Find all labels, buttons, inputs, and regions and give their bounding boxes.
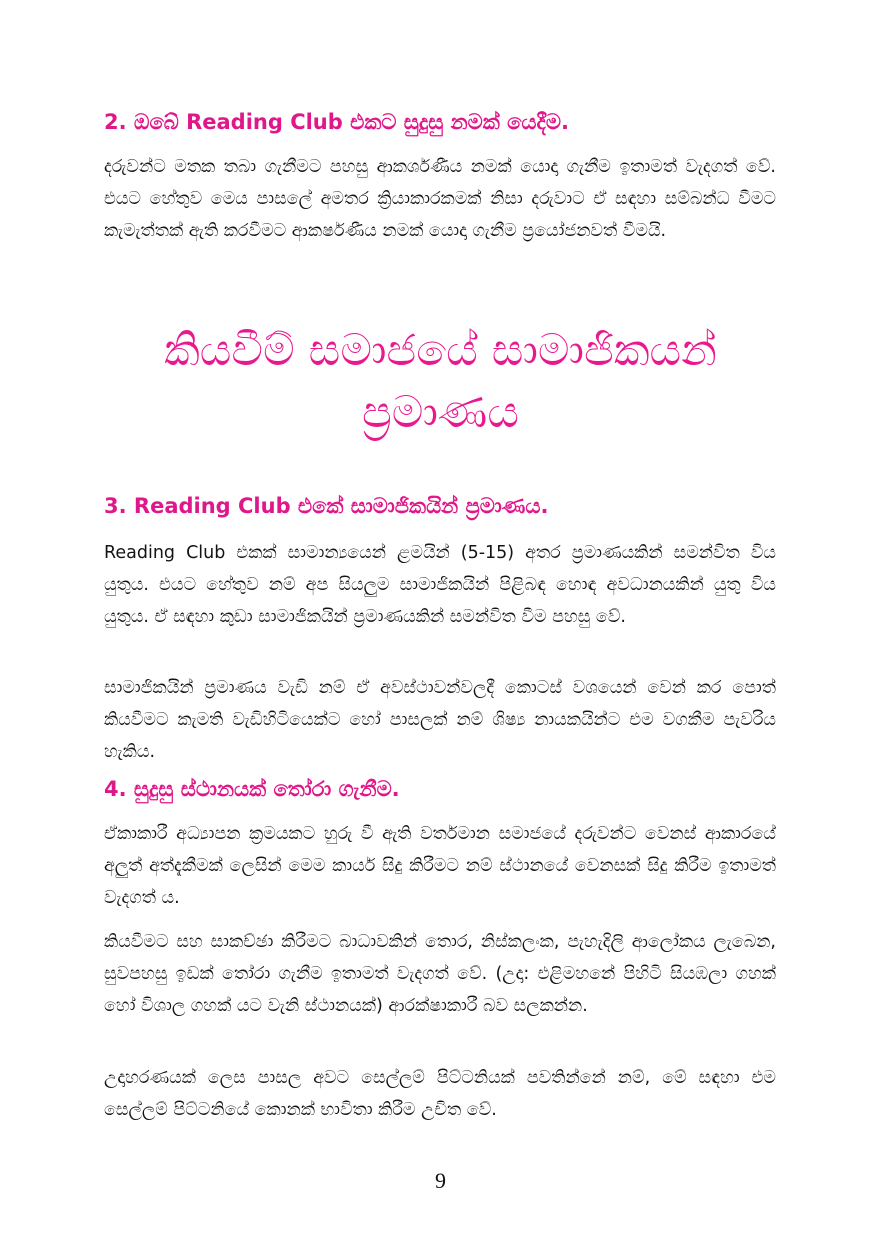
section-3-heading: 3. Reading Club එකේ සාමාජිකයින් ප්‍රමාණය. <box>104 494 549 518</box>
section-2-heading: 2. ඔබේ Reading Club එකට සුදුසු නමක් යෙදීම. <box>104 110 569 134</box>
section-3-paragraph-1: Reading Club එකක් සාමාන්‍යයෙන් ළමයින් (5-15) අතර ප්‍රමාණයකින් සමන්විත විය යුතුය. එයට හේතුව නම් අප සියලුම සාමාජිකයින් පිළිබඳ හොඳ අවධානයකින් යුතු විය යුතුය. ඒ සඳහා කුඩා සාමාජිකයින් ප්‍රමාණයකින් සමන්විත වීම පහසු වේ. <box>104 543 776 627</box>
big-title-line-2: ප්‍රමාණය <box>362 387 519 438</box>
section-4-paragraph-2: කියවීමට සහ සාකච්ඡා කිරීමට බාධාවකින් තොර, නිස්කලංක, පැහැදිලි ආලෝකය ලැබෙන, සුවපහසු ඉඩක් තෝරා ගැනීම ඉතාමත් වැදගත් වේ. (උදා: එළිමහනේ පිහිටි සියඹලා ගහක් හෝ විශාල ගහක් යට වැනි ස්ථානයක්) ආරක්ෂාකාරී බව සලකන්න. <box>104 932 776 1016</box>
section-2-paragraph: දරුවන්ට මතක තබා ගැනීමට පහසු ආකර්ශණීය නමක් යොදා ගැනීම ඉතාමත් වැදගත් වේ. එයට හේතුව මෙය පාසලේ අමතර ක්‍රියාකාරකමක් නිසා දරුවාට ඒ සඳහා සම්බන්ධ වීමට කැමැත්තක් ඇති කරවීමට ආකර්ෂණීය නමක් යොදා ගැනීම ප්‍රයෝජනවත් වීමයි. <box>104 157 776 241</box>
section-4-paragraph-1: ඒකාකාරී අධ්‍යාපන ක්‍රමයකට හුරු වී ඇති වර්තමාන සමාජයේ දරුවන්ට වෙනස් ආකාරයේ අලුත් අත්දැකීමක් ලෙසින් මෙම කාර්ය සිදු කිරීමට නම් ස්ථානයේ වෙනසක් සිදු කිරීම ඉතාමත් වැදගත් ය. <box>104 824 776 908</box>
page-number: 9 <box>435 1168 446 1193</box>
section-3-paragraph-2: සාමාජිකයින් ප්‍රමාණය වැඩි නම් ඒ අවස්ථාවන්වලදී කොටස් වශයෙන් වෙන් කර පොත් කියවීමට කැමති වැඩිහිටියෙක්ට හෝ පාසලක් නම් ශිෂ්‍ය නායකයින්ට එම වගකීම පැවරිය හැකිය. <box>104 678 776 762</box>
section-4-heading: 4. සුදුසු ස්ථානයක් තෝරා ගැනීම. <box>104 777 400 801</box>
section-4-paragraph-3: උදාහරණයක් ලෙස පාසල අවට සෙල්ලම් පිට්ටනියක් පවතින්නේ නම්, මේ සඳහා එම සෙල්ලම් පිට්ටනියේ කොනක් භාවිතා කිරීම උචිත වේ. <box>104 1068 776 1120</box>
big-title-line-1: කියවීම් සමාජයේ සාමාජිකයන් <box>164 325 717 376</box>
